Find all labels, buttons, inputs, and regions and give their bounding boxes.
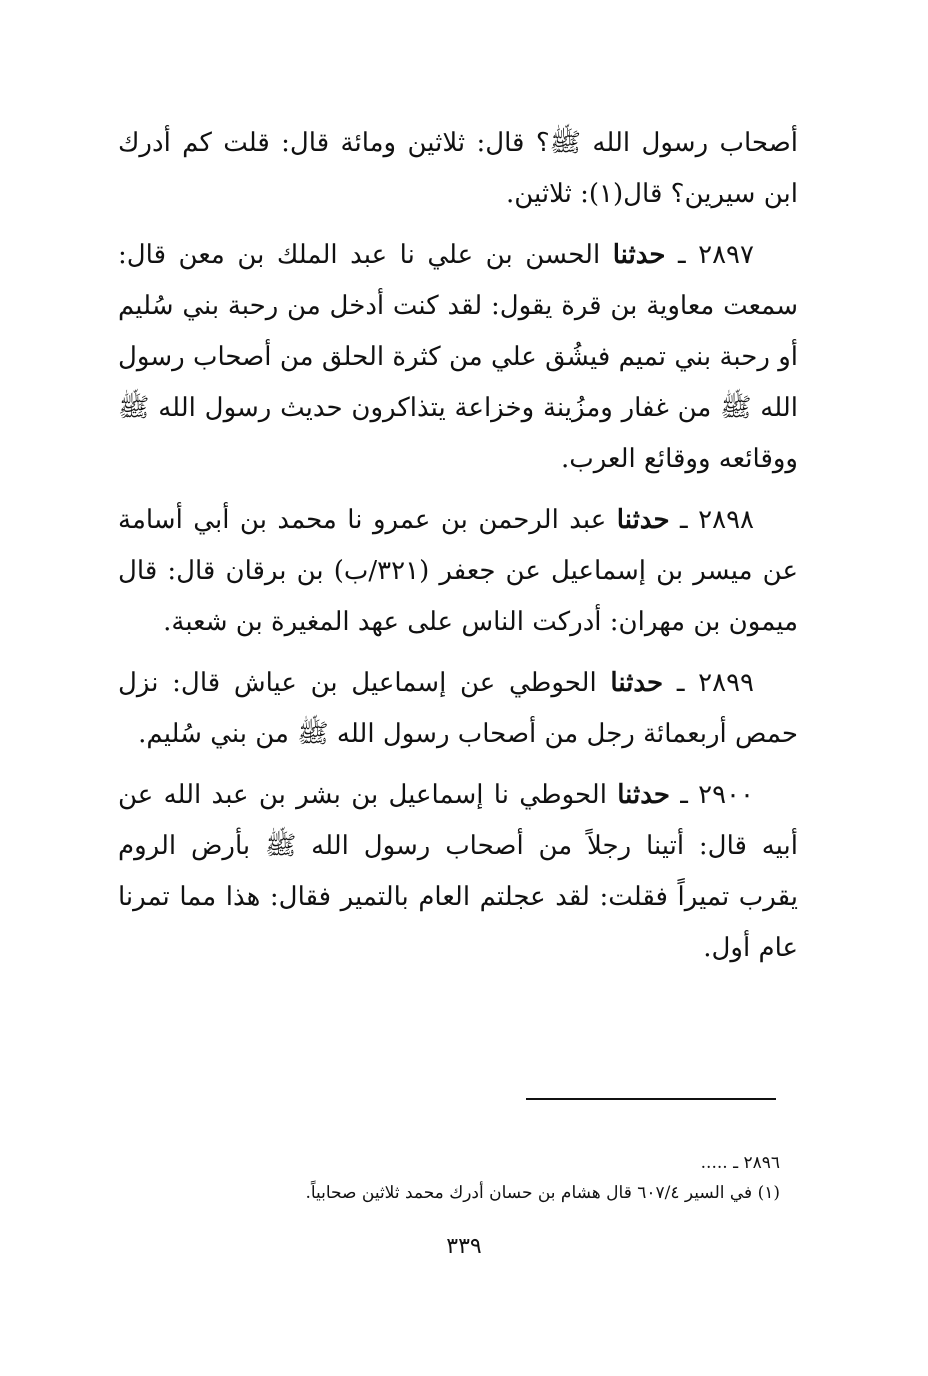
hadith-keyword: حدثنا: [612, 240, 666, 270]
hadith-number: ٢٩٠٠ ـ: [669, 780, 754, 810]
paragraph-continuation: [118, 118, 798, 220]
hadith-keyword: حدثنا: [610, 668, 664, 698]
hadith-number: ٢٨٩٧ ـ: [665, 240, 754, 270]
hadith-2898: [118, 495, 798, 648]
hadith-number: ٢٨٩٩ ـ: [663, 668, 754, 698]
hadith-keyword: حدثنا: [616, 505, 670, 535]
hadith-number: ٢٨٩٨ ـ: [669, 505, 754, 535]
footnote-reference: ٢٨٩٦ ـ .....: [700, 1153, 780, 1173]
footnote-1: (١) في السير ٦٠٧/٤ قال هشام بن حسان أدرك محمد ثلاثين صحابياً.: [305, 1183, 780, 1203]
page-number: ٣٣٩: [446, 1234, 482, 1259]
hadith-2899: [118, 658, 798, 760]
paragraph-text: عبد الرحمن بن عمرو نا محمد بن أبي أسامة عن ميسر بن إسماعيل عن جعفر (٣٢١/ب) بن برقان قال: قال ميمون بن مهران: أدركت الناس على عهد المغيرة بن شعبة.: [118, 505, 798, 637]
main-text: [118, 118, 798, 984]
paragraph-text: الحوطي عن إسماعيل بن عياش قال: نزل حمص أربعمائة رجل من أصحاب رسول الله ﷺ من بني سُليم.: [118, 668, 798, 749]
paragraph-text: الحوطي نا إسماعيل بن بشر بن عبد الله عن أبيه قال: أتينا رجلاً من أصحاب رسول الله ﷺ بأرض الروم يقرب تميراً فقلت: لقد عجلتم العام بالتمير فقال: هذا مما تمرنا عام أول.: [118, 780, 798, 963]
footnote-divider: [526, 1098, 776, 1100]
hadith-2900: [118, 770, 798, 974]
hadith-keyword: حدثنا: [617, 780, 670, 810]
paragraph-text: أصحاب رسول الله ﷺ؟ قال: ثلاثين ومائة قال: قلت كم أدرك ابن سيرين؟ قال(١): ثلاثين.: [118, 128, 798, 209]
hadith-2897: [118, 230, 798, 485]
paragraph-text: الحسن بن علي نا عبد الملك بن معن قال: سمعت معاوية بن قرة يقول: لقد كنت أدخل من رحبة بني سُليم أو رحبة بني تميم فيشُق علي من كثرة الحلق من أصحاب رسول الله ﷺ من غفار ومزُينة وخزاعة يتذاكرون حديث رسول الله ﷺ ووقائعه ووقائع العرب.: [118, 240, 798, 474]
